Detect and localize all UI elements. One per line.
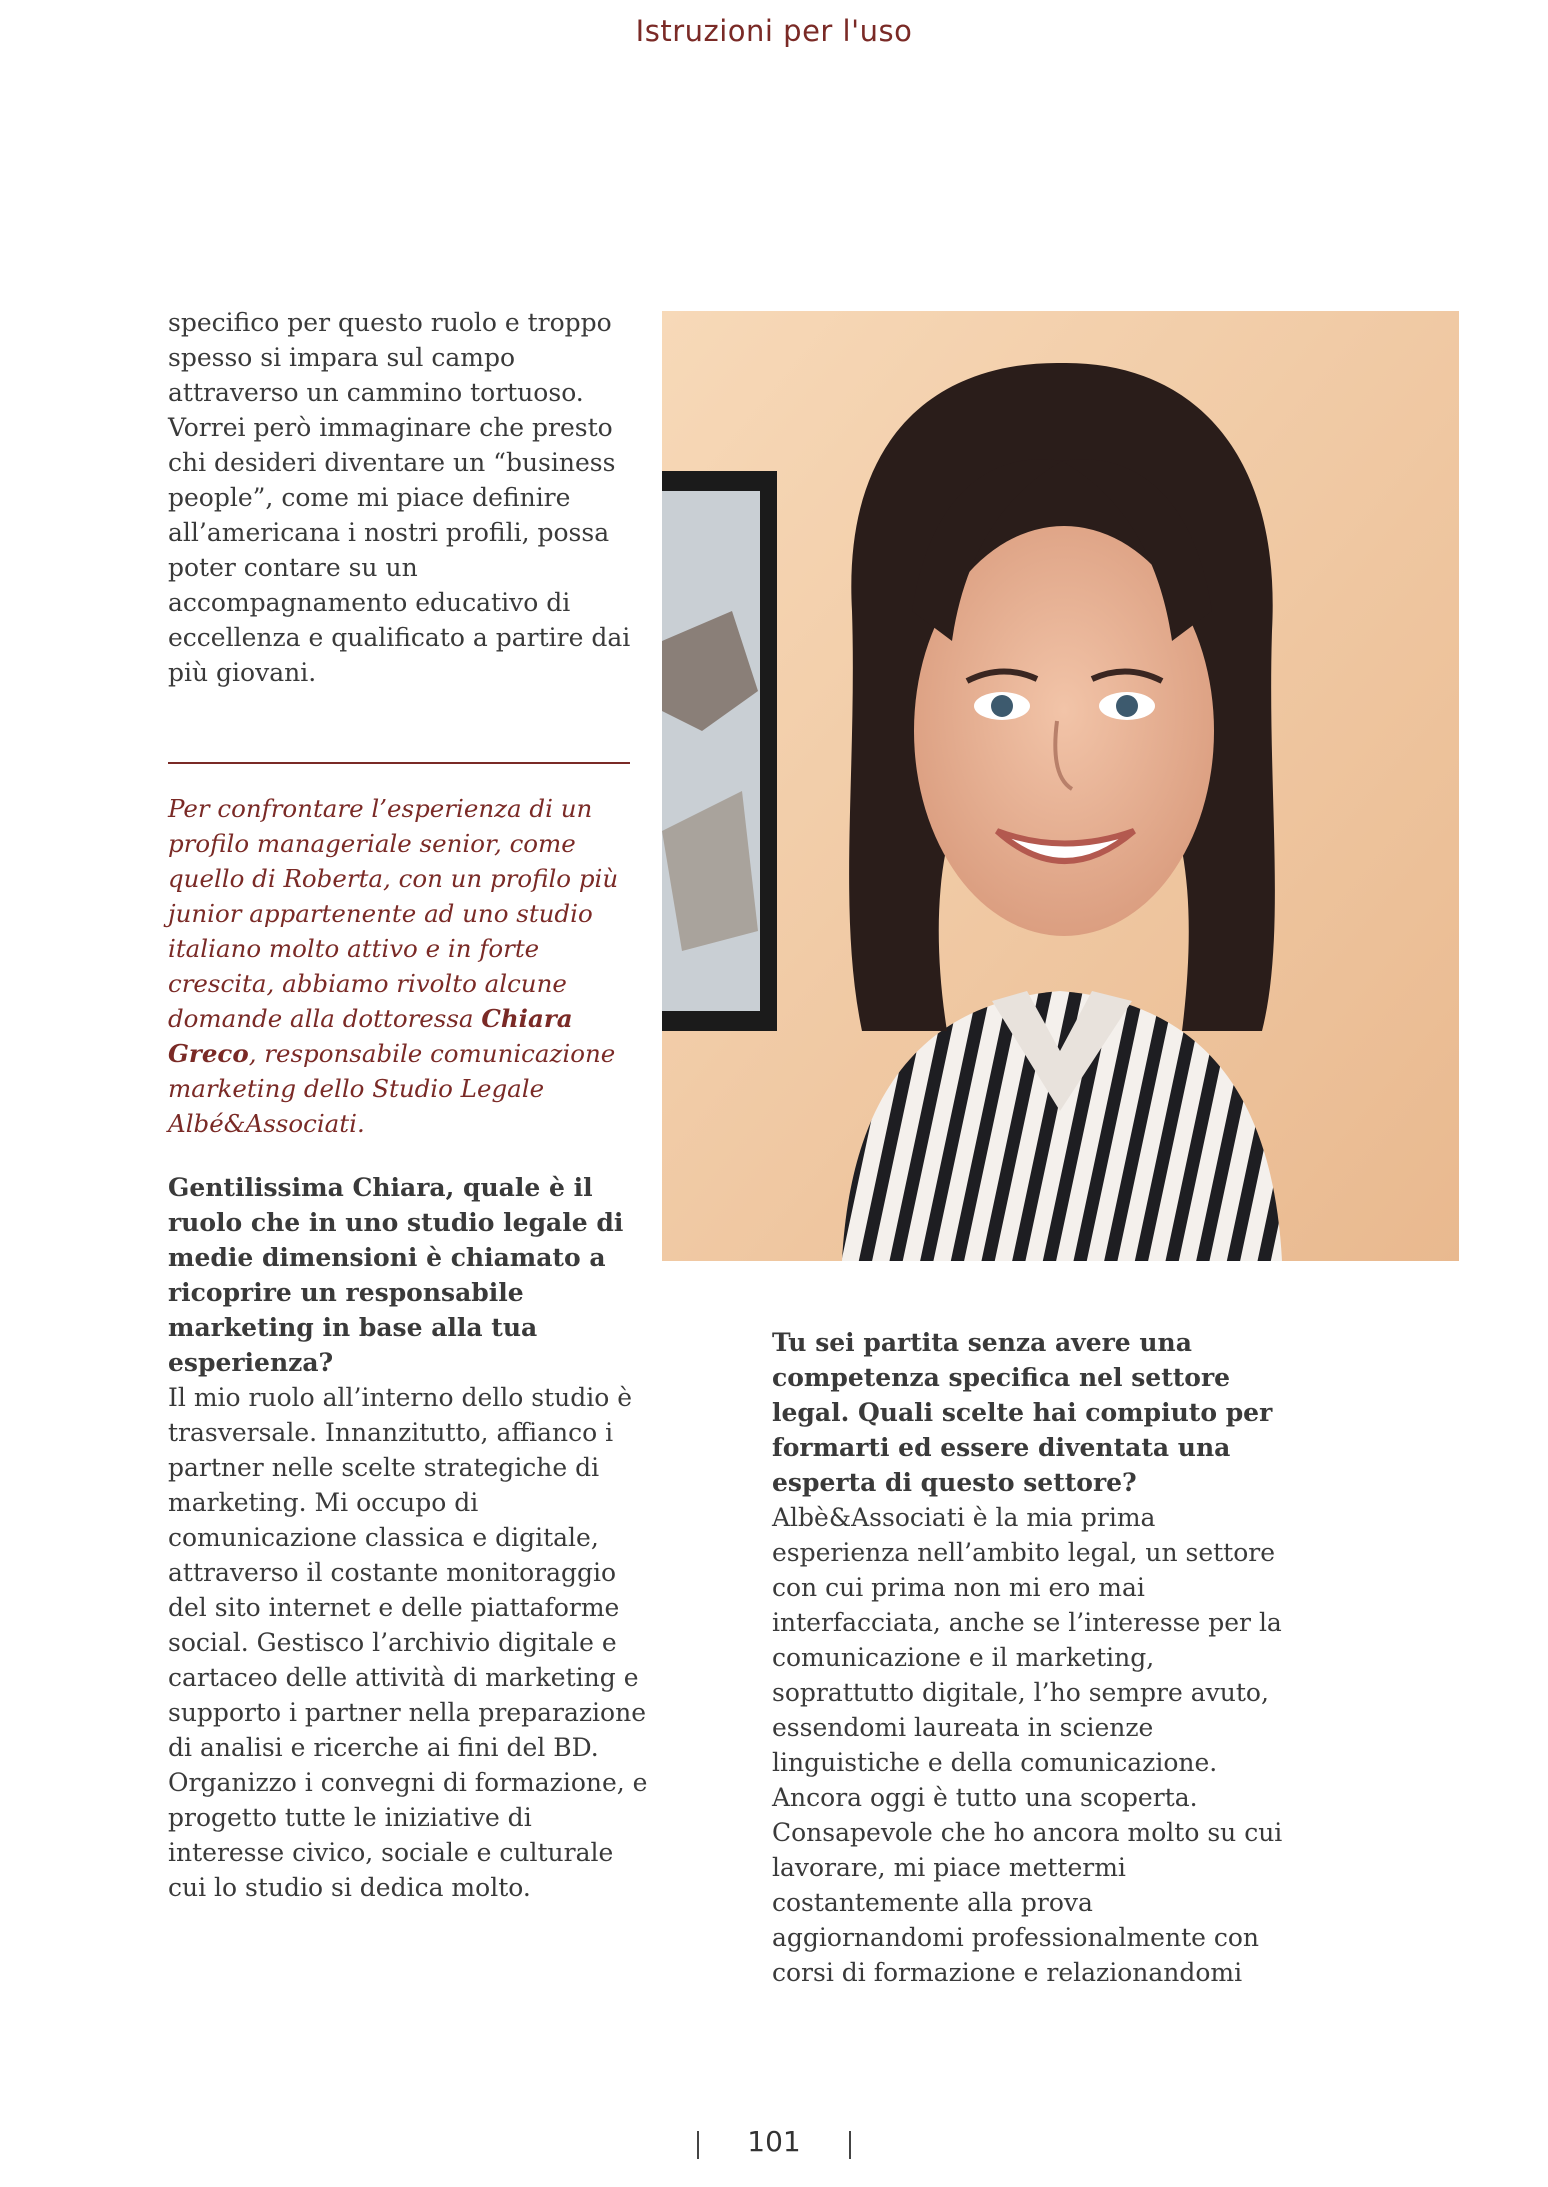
- answer-2: Albè&Associati è la mia prima esperienza nell’ambito legal, un settore con cui prima non mi ero mai interfacciata, anche se l’interesse per la comunicazione e il marketing, soprattutto digitale, l’ho sempre avuto, essendomi laureata in scienze linguistiche e della comunicazione. Ancora oggi è tutto una scoperta. Consapevole che ho ancora molto su cui lavorare, mi piace mettermi costantemente alla prova aggiornandomi professionalmente con corsi di formazione e relazionandomi: [772, 1503, 1283, 1987]
- running-header: Istruzioni per l'uso: [635, 14, 913, 48]
- question-2: Tu sei partita senza avere una competenza specifica nel settore legal. Quali scelte hai compiuto per formarti ed essere diventata una esperta di questo settore?: [772, 1328, 1273, 1497]
- answer-1: Il mio ruolo all’interno dello studio è trasversale. Innanzitutto, affianco i partner nelle scelte strategiche di marketing. Mi occupo di comunicazione classica e digitale, attraverso il costante monitoraggio del sito internet e delle piattaforme social. Gestisco l’archivio digitale e cartaceo delle attività di marketing e supporto i partner nella preparazione di analisi e ricerche ai fini del BD. Organizzo i convegni di formazione, e progetto tutte le iniziative di interesse civico, sociale e culturale cui lo studio si dedica molto.: [168, 1383, 648, 1902]
- continued-paragraph: specifico per questo ruolo e troppo spesso si impara sul campo attraverso un cammino tortuoso. Vorrei però immaginare che presto chi desideri diventare un “business people”, come mi piace definire all’americana i nostri profili, possa poter contare su un accompagnamento educativo di eccellenza e qualificato a partire dai più giovani.: [168, 308, 631, 687]
- question-1: Gentilissima Chiara, quale è il ruolo che in uno studio legale di medie dimensioni è chiamato a ricoprire un responsabile marketing in base alla tua esperienza?: [168, 1173, 624, 1377]
- section-divider: [168, 762, 630, 764]
- footer-bar-right: [849, 2131, 851, 2159]
- left-top-column: [168, 305, 648, 690]
- interviewee-name: Chiara Greco: [168, 1004, 573, 1068]
- footer-bar-left: [697, 2131, 699, 2159]
- page-number: 101: [747, 2125, 801, 2158]
- intro-text-before: Per confrontare l’esperienza di un profilo manageriale senior, come quello di Roberta, con un profilo più junior appartenente ad uno studio italiano molto attivo e in forte crescita, abbiamo rivolto alcune domande alla dottoressa: [168, 794, 619, 1033]
- intro-paragraph: [168, 791, 638, 1141]
- interview-block-2: [772, 1325, 1292, 1990]
- interview-block-1: [168, 1170, 648, 1905]
- intro-text-after: , responsabile comunicazione marketing dello Studio Legale Albé&Associati.: [168, 1039, 616, 1138]
- portrait-photo: [662, 311, 1459, 1261]
